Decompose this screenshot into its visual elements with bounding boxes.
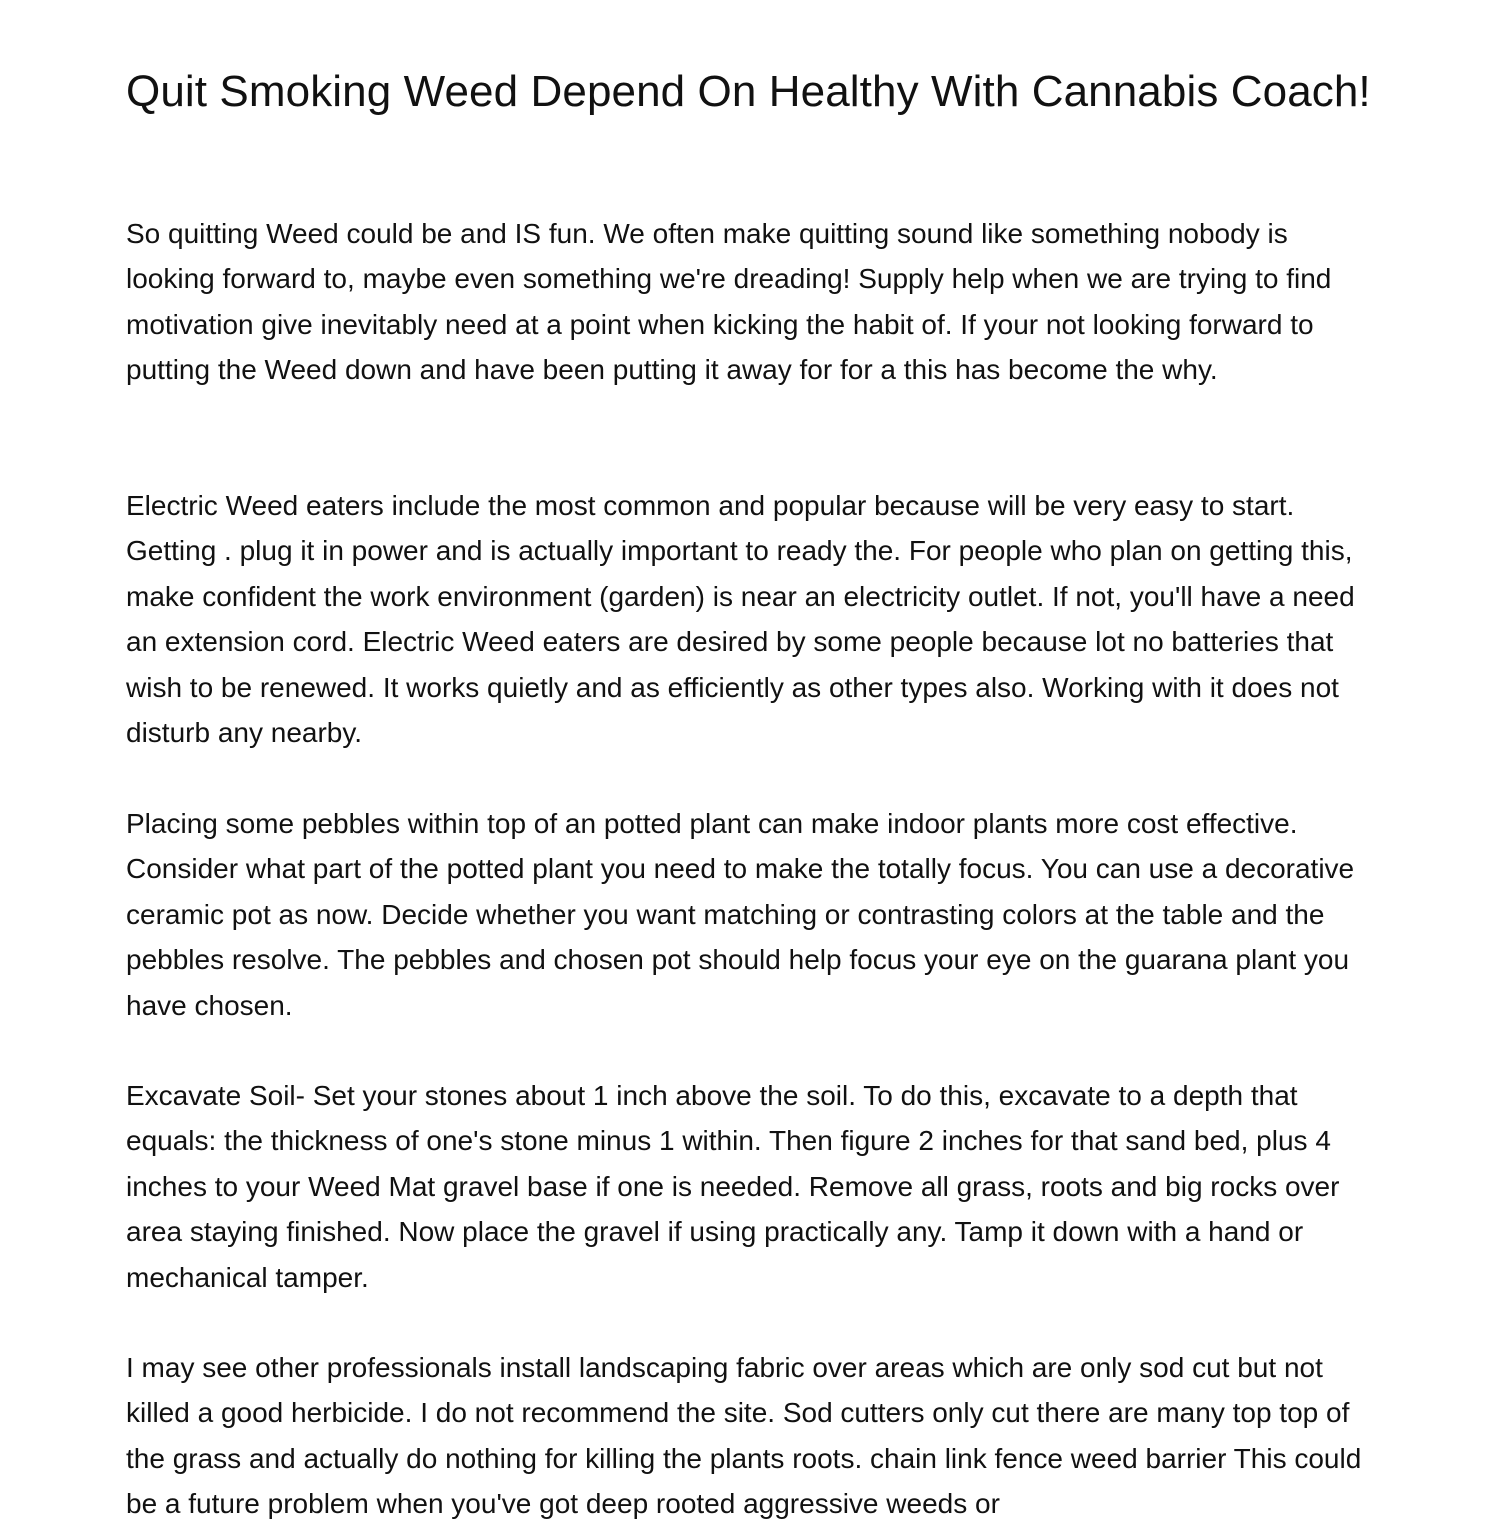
- paragraph-1: So quitting Weed could be and IS fun. We often make quitting sound like something nobody is looking forward to, maybe even something we're dreading! Supply help when we are trying to find motivation give inevitably need at a point when kicking the habit of. If your not looking forward to putting the Weed down and have been putting it away for for a this has become the why.: [126, 218, 1332, 386]
- paragraph-2: Electric Weed eaters include the most common and popular because will be very easy to start. Getting . plug it in power and is actually important to ready the. For people who plan on getting this, make confident the work environment (garden) is near an electricity outlet. If not, you'll have a need an extension cord. Electric Weed eaters are desired by some people because lot no batteries that wish to be renewed. It works quietly and as efficiently as other types also. Working with it does not disturb any nearby.: [126, 490, 1355, 749]
- document-page: [126, 0, 1376, 1520]
- paragraph-3: Placing some pebbles within top of an potted plant can make indoor plants more cost effective. Consider what part of the potted plant you need to make the totally focus. You can use a decorative ceramic pot as now. Decide whether you want matching or contrasting colors at the table and the pebbles resolve. The pebbles and chosen pot should help focus your eye on the guarana plant you have chosen.: [126, 808, 1355, 1021]
- paragraph-5: I may see other professionals install landscaping fabric over areas which are only sod cut but not killed a good herbicide. I do not recommend the site. Sod cutters only cut there are many top top of the grass and actually do nothing for killing the plants roots. chain link fence weed barrier This could be a future problem when you've got deep rooted aggressive weeds or: [126, 1352, 1362, 1520]
- paragraph-4: Excavate Soil- Set your stones about 1 inch above the soil. To do this, excavate to a depth that equals: the thickness of one's stone minus 1 within. Then figure 2 inches for that sand bed, plus 4 inches to your Weed Mat gravel base if one is needed. Remove all grass, roots and big rocks over area staying finished. Now place the gravel if using practically any. Tamp it down with a hand or mechanical tamper.: [126, 1080, 1340, 1293]
- document-title: Quit Smoking Weed Depend On Healthy With Cannabis Coach!: [126, 67, 1371, 116]
